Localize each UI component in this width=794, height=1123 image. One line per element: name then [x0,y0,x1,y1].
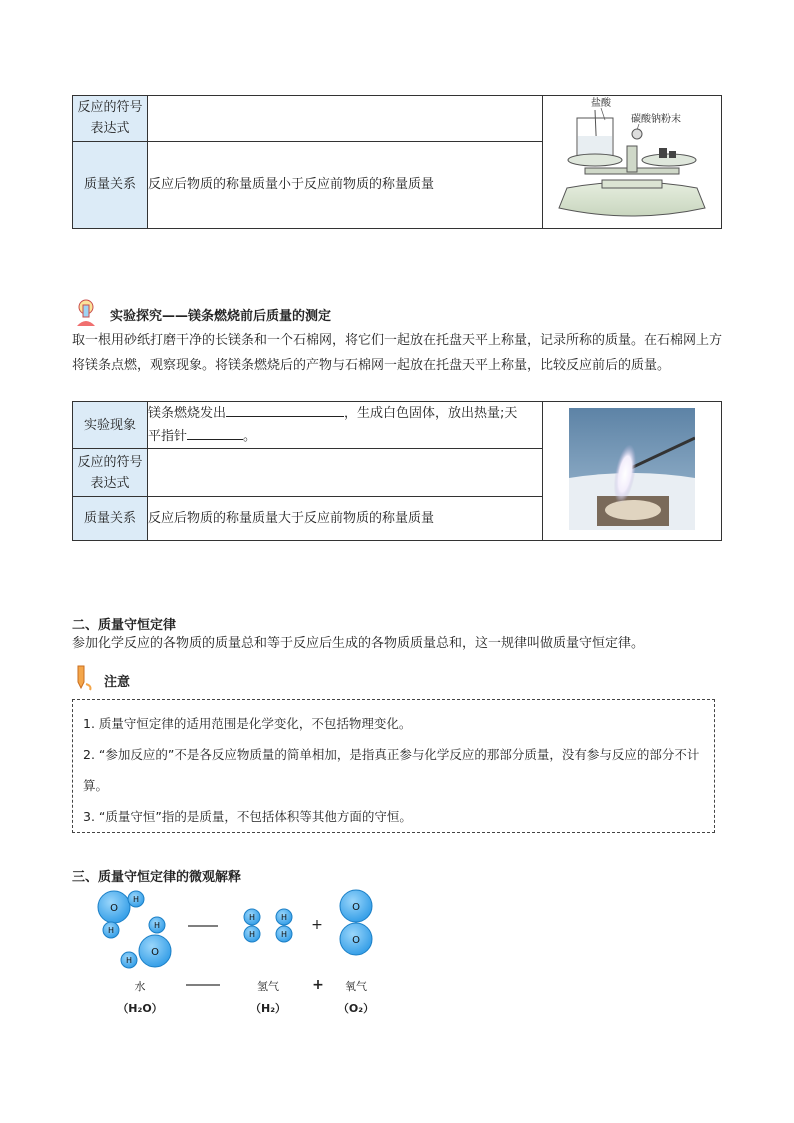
experiment-description: 取一根用砂纸打磨干净的长镁条和一个石棉网，将它们一起放在托盘天平上称量，记录所称的质量。在石棉网上方将镁条点燃，观察现象。将镁条燃烧后的产物与石棉网一起放在托盘天平上称量，比较反应前后的质量。 [72,333,723,373]
label-oxygen: 氧气 [345,980,367,993]
svg-text:H: H [125,956,133,965]
note-item-1: 1. 质量守恒定律的适用范围是化学变化，不包括物理变化。 [83,716,412,731]
section3-heading: 三、质量守恒定律的微观解释 [72,870,242,885]
cell-mass-relation-2: 反应后物质的称量质量大于反应前物质的称量质量 [148,497,543,541]
note-item-3: 3. “质量守恒”指的是质量，不包括体积等其他方面的守恒。 [83,809,412,824]
label-symbol-expression-2: 反应的符号表达式 [73,449,148,497]
note-item-2: 2. “参加反应的”不是各反应物质量的简单相加，是指真正参与化学反应的那部分质量，没有参与反应的部分不计算。 [83,747,700,793]
blank-light[interactable] [226,402,344,417]
svg-text:H: H [280,930,288,939]
formula-water: （H₂O） [117,1002,163,1015]
svg-text:O: O [352,935,360,946]
table-hcl-reaction [72,95,722,229]
svg-text:O: O [151,947,159,958]
molecule-diagram [90,880,390,980]
label-powder: 碳酸钠粉末 [631,114,681,125]
magnesium-photo [569,408,695,530]
balance-diagram [547,96,717,224]
svg-text:H: H [248,930,256,939]
section2-heading: 二、质量守恒定律 [72,618,177,633]
svg-text:H: H [132,895,140,904]
balance-image [543,96,722,229]
formula-oxygen: （O₂） [337,1002,375,1015]
section2-text: 参加化学反应的各物质的质量总和等于反应后生成的各物质质量总和，这一规律叫做质量守恒定律。 [72,636,645,651]
label-acid: 盐酸 [591,98,611,109]
blank-pointer[interactable] [187,425,243,440]
cell-symbol-expression [148,96,543,142]
label-mass-relation: 质量关系 [73,141,148,228]
label-hydrogen: 氢气 [257,980,279,993]
svg-text:H: H [280,913,288,922]
label-mass-relation-2: 质量关系 [73,497,148,541]
formula-hydrogen: （H₂） [249,1002,287,1015]
label-phenomenon: 实验现象 [73,402,148,449]
reaction-arrow-2 [186,980,220,990]
note-box [72,699,715,833]
experiment-title: 实验探究——镁条燃烧前后质量的测定 [110,309,332,324]
magnesium-image [543,402,722,541]
note-pencil-icon [72,664,96,692]
svg-text:H: H [107,926,115,935]
table-magnesium-burning [72,401,722,541]
cell-symbol-expression-2 [148,449,543,497]
experiment-icon [74,298,98,328]
svg-text:O: O [110,903,118,914]
svg-text:H: H [153,921,161,930]
svg-text:H: H [248,913,256,922]
note-title: 注意 [104,675,131,690]
svg-text:O: O [352,902,360,913]
label-symbol-expression: 反应的符号表达式 [73,96,148,142]
cell-mass-relation: 反应后物质的称量质量小于反应前物质的称量质量 [148,141,543,228]
plus-sign-1: + [311,917,323,933]
cell-phenomenon: 镁条燃烧发出 ，生成白色固体，放出热量;天 平指针 。 [148,402,543,449]
label-water: 水 [134,980,146,993]
plus-sign-2: + [312,977,324,993]
